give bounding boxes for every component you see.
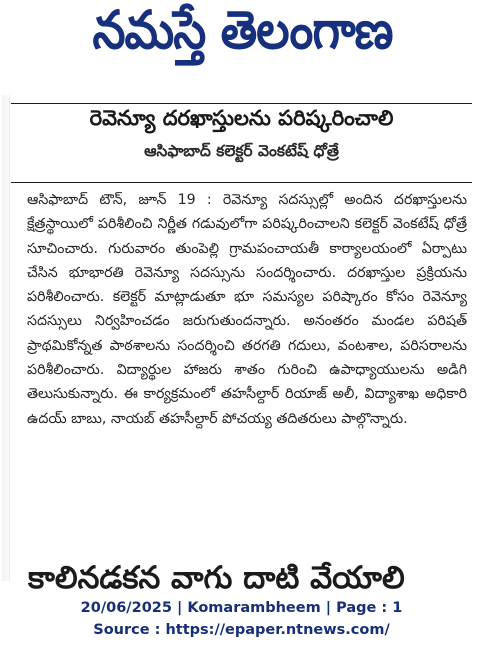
footer-source-link[interactable]: Source : https://epaper.ntnews.com/ (93, 622, 390, 638)
article-body: ఆసిఫాబాద్ టౌన్, జూన్ 19 : రెవెన్యూ సదస్సుల్లో అందిన దరఖాస్తులను క్షేత్రస్థాయిలో పరిశీలించి నిర్ణీత గడువులోగా పరిష్కరించాలని కలెక్టర్ వెంకటేష్ ధోత్రే సూచించారు. గురువారం తుంపెల్లి గ్రామపంచాయతీ కార్యాలయంలో ఏర్పాటు చేసిన భూభారతి రెవెన్యూ సదస్సును సందర్శించారు. దరఖాస్తుల ప్రక్రియను పరిశీలించారు. కలెక్టర్ మాట్లాడుతూ భూ సమస్యల పరిష్కారం కోసం రెవెన్యూ సదస్సులు నిర్వహించడం జరుగుతుందన్నారు. అనంతరం మండల పరిషత్ ప్రాథమికోన్నత పాఠశాలను సందర్శించి తరగతి గదులు, వంటశాల, పరిసరాలను పరిశీలించారు. విద్యార్థుల హాజరు శాతం గురించి ఉపాధ్యాయులను అడిగి తెలుసుకున్నారు. ఈ కార్యక్రమంలో తహసీల్దార్ రియాజ్ అలీ, విద్యాశాఖ అధికారి ఉదయ్ బాబు, నాయబ్ తహసీల్దార్ పోచయ్య తదితరులు పాల్గొన్నారు. (27, 192, 467, 427)
headline-top-rule (11, 103, 472, 104)
next-article-headline-cut: కాలినడకన వాగు దాటి వేయాలి (28, 560, 405, 596)
article-subheadline: ఆసిఫాబాద్ కలెక్టర్ వెంకటేష్ ధోత్రే (144, 142, 339, 160)
headline-bottom-rule (11, 182, 472, 183)
source-footer (0, 597, 483, 641)
newspaper-masthead: నమస్తే తెలంగాణ (92, 0, 393, 62)
article-headline: రెవెన్యూ దరఖాస్తులను పరిష్కరించాలి (89, 106, 394, 130)
footer-date-edition-page: 20/06/2025 | Komarambheem | Page : 1 (80, 600, 403, 616)
page-fold-shadow (2, 95, 10, 581)
